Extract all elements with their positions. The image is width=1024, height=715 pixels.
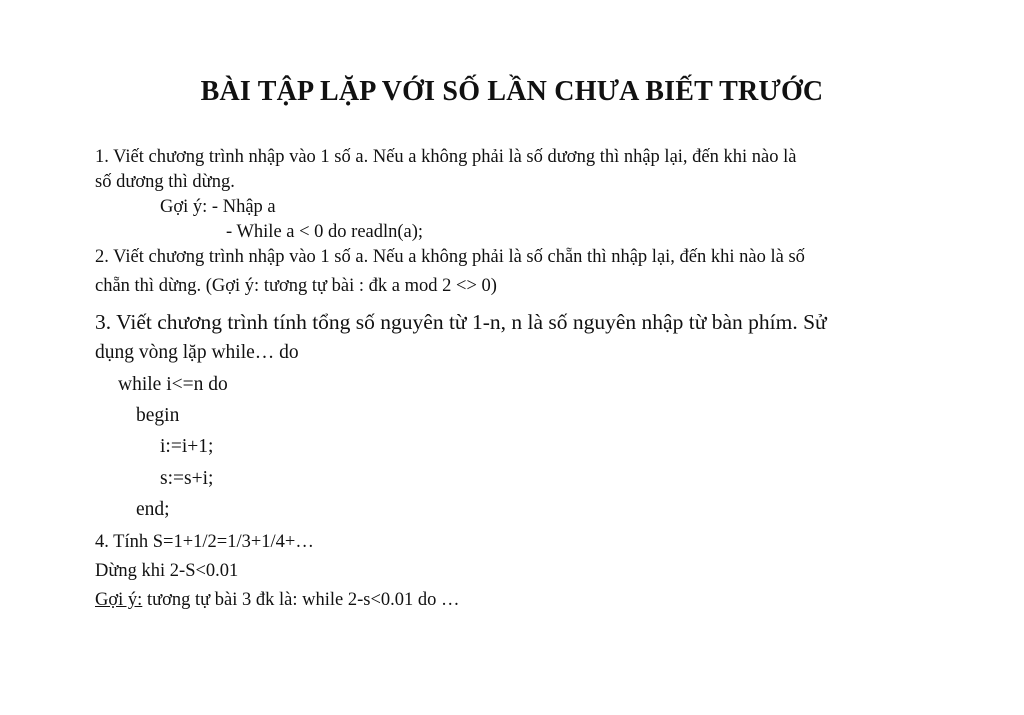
exercise-3-line-2: dụng vòng lặp while… do: [95, 342, 299, 363]
exercise-2-line-1: 2. Viết chương trình nhập vào 1 số a. Nếu a không phải là số chẵn thì nhập lại, đến khi nào là số: [95, 247, 805, 267]
exercise-2-line-2: chẵn thì dừng. (Gợi ý: tương tự bài : đk a mod 2 <> 0): [95, 276, 497, 296]
hint-text: tương tự bài 3 đk là: while 2-s<0.01 do …: [142, 590, 460, 610]
exercise-1-hint-2: - While a < 0 do readln(a);: [226, 222, 424, 242]
exercise-4-line-2: Dừng khi 2-S<0.01: [95, 561, 239, 581]
code-line: s:=s+i;: [160, 468, 214, 489]
page-title: BÀI TẬP LẶP VỚI SỐ LẦN CHƯA BIẾT TRƯỚC: [200, 76, 824, 107]
exercise-4-line-1: 4. Tính S=1+1/2=1/3+1/4+…: [95, 532, 314, 552]
hint-label: Gợi ý:: [95, 590, 143, 610]
exercise-1-line-1: 1. Viết chương trình nhập vào 1 số a. Nếu a không phải là số dương thì nhập lại, đến khi nào là: [95, 147, 797, 167]
exercise-1-hint-1: Gợi ý: - Nhập a: [160, 197, 276, 217]
exercise-3-line-1: 3. Viết chương trình tính tổng số nguyên từ 1-n, n là số nguyên nhập từ bàn phím. Sử: [95, 310, 827, 334]
exercise-1-line-2: số dương thì dừng.: [95, 172, 235, 192]
code-line: begin: [136, 405, 180, 426]
code-line: end;: [136, 499, 170, 520]
exercise-4-hint: [95, 590, 460, 611]
code-line: i:=i+1;: [160, 436, 214, 457]
code-line: while i<=n do: [118, 374, 228, 395]
